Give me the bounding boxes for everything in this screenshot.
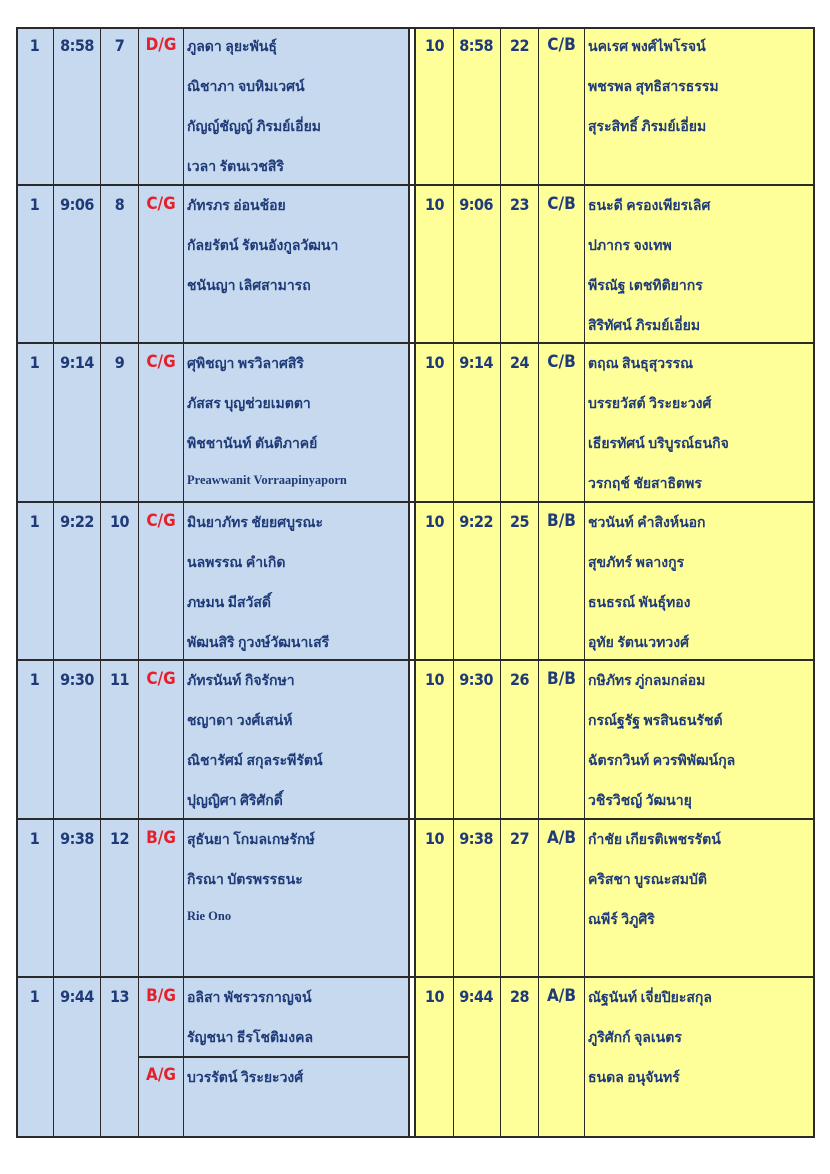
left-round-cell xyxy=(16,661,53,818)
player-name: ณิชาภา จบหิมเวศน์ xyxy=(187,80,305,95)
right-players-cell xyxy=(584,344,815,501)
right-hole-cell xyxy=(500,27,538,184)
player-name: Rie Ono xyxy=(187,909,232,923)
left-round-cell xyxy=(16,503,53,659)
left-time-cell xyxy=(53,186,100,342)
hole-number: 28 xyxy=(509,987,530,1006)
left-flight-cell xyxy=(138,27,183,184)
left-players-cell xyxy=(183,344,408,501)
right-flight-cell xyxy=(538,820,584,976)
right-flight-cell xyxy=(538,344,584,501)
right-hole-cell xyxy=(500,503,538,659)
right-time-cell xyxy=(453,661,500,818)
right-time-cell xyxy=(453,820,500,976)
left-flight-cell xyxy=(138,820,183,976)
hole-number: 7 xyxy=(114,36,125,55)
player-name: กัลยรัตน์ รัตนอังกูลวัฒนา xyxy=(187,239,339,254)
flight-code: C/G xyxy=(146,194,176,214)
round-number: 10 xyxy=(424,36,445,55)
flight-code: B/B xyxy=(547,669,576,689)
right-players-cell xyxy=(584,186,815,342)
player-name: ธนะดี ครองเพียรเลิศ xyxy=(588,199,711,214)
player-name: บรรยวัสต์ วิระยะวงศ์ xyxy=(588,397,712,412)
center-gap xyxy=(408,820,416,976)
left-flight-cell xyxy=(138,503,183,659)
right-round-cell xyxy=(416,661,453,818)
left-hole-cell xyxy=(100,186,138,342)
center-gap xyxy=(408,186,416,342)
right-time-cell xyxy=(453,186,500,342)
player-name: Preawwanit Vorraapinyaporn xyxy=(187,473,347,487)
left-hole-cell xyxy=(100,27,138,184)
round-number: 10 xyxy=(424,353,445,372)
round-number: 1 xyxy=(29,512,40,531)
left-flight-cell xyxy=(138,978,183,1138)
flight-divider xyxy=(139,1056,183,1058)
round-number: 10 xyxy=(424,987,445,1006)
left-players-cell xyxy=(183,503,408,659)
flight-code: C/B xyxy=(547,194,576,214)
player-name: วรกฤช์ ชัยสาธิตพร xyxy=(588,477,702,492)
tee-time: 9:22 xyxy=(459,512,493,531)
left-time-cell xyxy=(53,27,100,184)
player-name: กำชัย เกียรติเพชรรัตน์ xyxy=(588,833,721,848)
right-flight-cell xyxy=(538,978,584,1138)
center-gap xyxy=(408,344,416,501)
player-name: ภษมน มีสวัสดิ์ xyxy=(187,596,272,611)
left-players-cell xyxy=(183,820,408,976)
player-name: อุทัย รัตนเวทวงศ์ xyxy=(588,636,689,651)
round-number: 1 xyxy=(29,36,40,55)
right-round-cell xyxy=(416,820,453,976)
right-hole-cell xyxy=(500,186,538,342)
flight-code: B/G xyxy=(146,828,176,848)
hole-number: 12 xyxy=(109,829,130,848)
left-hole-cell xyxy=(100,344,138,501)
left-round-cell xyxy=(16,186,53,342)
right-time-cell xyxy=(453,344,500,501)
player-name: รัญชนา ธีรโชติมงคล xyxy=(187,1031,314,1046)
player-name: ภัทรนันท์ กิจรักษา xyxy=(187,674,295,689)
right-time-cell xyxy=(453,978,500,1138)
player-name: ณิชารัศม์ สกุลระพีรัตน์ xyxy=(187,754,323,769)
player-name: สุธันยา โกมลเกษรักษ์ xyxy=(187,833,315,848)
right-hole-cell xyxy=(500,978,538,1138)
player-name: อลิสา พัชรวรกาญจน์ xyxy=(187,991,312,1006)
right-hole-cell xyxy=(500,344,538,501)
player-name: ศุพิชญา พรวิลาศสิริ xyxy=(187,357,304,372)
tee-block xyxy=(16,978,815,1138)
flight-code: B/B xyxy=(547,511,576,531)
tee-time: 8:58 xyxy=(60,36,94,55)
left-hole-cell xyxy=(100,820,138,976)
round-number: 10 xyxy=(424,512,445,531)
left-time-cell xyxy=(53,978,100,1138)
hole-number: 9 xyxy=(114,353,125,372)
player-name: สุระสิทธิ์ ภิรมย์เอี่ยม xyxy=(588,120,707,135)
tee-time: 9:38 xyxy=(60,829,94,848)
tee-time-sheet xyxy=(16,27,815,1138)
player-name: ณัฐนันท์ เจี่ยปิยะสกุล xyxy=(588,991,712,1006)
player-name: ธนธรณ์ พันธุ์ทอง xyxy=(588,596,691,611)
center-gap xyxy=(408,978,416,1138)
right-flight-cell xyxy=(538,661,584,818)
round-number: 1 xyxy=(29,670,40,689)
right-players-cell xyxy=(584,978,815,1138)
center-gap xyxy=(408,27,416,184)
tee-block xyxy=(16,661,815,820)
flight-code: C/B xyxy=(547,352,576,372)
left-hole-cell xyxy=(100,978,138,1138)
tee-block xyxy=(16,344,815,503)
tee-time: 9:30 xyxy=(60,670,94,689)
round-number: 10 xyxy=(424,670,445,689)
left-time-cell xyxy=(53,661,100,818)
round-number: 10 xyxy=(424,829,445,848)
round-number: 10 xyxy=(424,195,445,214)
left-round-cell xyxy=(16,27,53,184)
flight-code: C/G xyxy=(146,511,176,531)
left-flight-cell xyxy=(138,661,183,818)
right-players-cell xyxy=(584,820,815,976)
center-gap xyxy=(408,503,416,659)
hole-number: 23 xyxy=(509,195,530,214)
right-time-cell xyxy=(453,503,500,659)
player-name: ตฤณ สินธุสุวรรณ xyxy=(588,357,694,372)
right-round-cell xyxy=(416,27,453,184)
round-number: 1 xyxy=(29,195,40,214)
hole-number: 10 xyxy=(109,512,130,531)
right-flight-cell xyxy=(538,503,584,659)
tee-time: 9:06 xyxy=(60,195,94,214)
flight-code: C/G xyxy=(146,669,176,689)
hole-number: 22 xyxy=(509,36,530,55)
left-time-cell xyxy=(53,344,100,501)
right-players-cell xyxy=(584,27,815,184)
hole-number: 27 xyxy=(509,829,530,848)
left-players-cell xyxy=(183,661,408,818)
flight-code: C/G xyxy=(146,352,176,372)
player-name: นคเรศ พงศ์ไพโรจน์ xyxy=(588,40,706,55)
player-name: สุขภัทร์ พลางกูร xyxy=(588,556,685,571)
tee-time: 9:14 xyxy=(60,353,94,372)
player-name: คริสชา บูรณะสมบัติ xyxy=(588,873,707,888)
right-players-cell xyxy=(584,661,815,818)
player-name: ชวนันท์ คำสิงห์นอก xyxy=(588,516,706,531)
tee-time: 9:14 xyxy=(459,353,493,372)
flight-code: B/G xyxy=(146,986,176,1006)
flight-code: A/B xyxy=(546,828,577,848)
tee-time: 9:30 xyxy=(459,670,493,689)
player-name: ธนดล อนุจันทร์ xyxy=(588,1071,680,1086)
tee-block xyxy=(16,186,815,344)
left-hole-cell xyxy=(100,503,138,659)
hole-number: 26 xyxy=(509,670,530,689)
hole-number: 13 xyxy=(109,987,130,1006)
tee-block xyxy=(16,820,815,978)
left-flight-cell xyxy=(138,186,183,342)
tee-time: 8:58 xyxy=(459,36,493,55)
center-gap xyxy=(408,661,416,818)
player-name: ณพีร์ วิภูศิริ xyxy=(588,913,655,928)
player-name: พชรพล สุทธิสารธรรม xyxy=(588,80,719,95)
hole-number: 8 xyxy=(114,195,125,214)
right-round-cell xyxy=(416,186,453,342)
round-number: 1 xyxy=(29,987,40,1006)
left-players-cell xyxy=(183,978,408,1138)
player-name: กัญญ์ชัญญ์ ภิรมย์เอี่ยม xyxy=(187,120,321,135)
round-number: 1 xyxy=(29,353,40,372)
player-name: กรณ์ฐรัฐ พรสินธนรัชต์ xyxy=(588,714,723,729)
player-name: ชนันญา เลิศสามารถ xyxy=(187,279,311,294)
player-name: ปุญญิศา ศิริศักดิ์ xyxy=(187,794,283,809)
hole-number: 11 xyxy=(109,670,130,689)
right-hole-cell xyxy=(500,820,538,976)
left-time-cell xyxy=(53,503,100,659)
player-name: วชิรวิชญ์ วัฒนายุ xyxy=(588,794,692,809)
player-name: กษิภัทร ภู่กลมกล่อม xyxy=(588,674,706,689)
right-flight-cell xyxy=(538,27,584,184)
player-name: นลพรรณ คำเกิด xyxy=(187,556,286,571)
player-name: ภัทรภร อ่อนช้อย xyxy=(187,199,286,214)
left-players-cell xyxy=(183,186,408,342)
left-round-cell xyxy=(16,978,53,1138)
hole-number: 24 xyxy=(509,353,530,372)
tee-time: 9:06 xyxy=(459,195,493,214)
player-name: พัฒนสิริ กูวงษ์วัฒนาเสรี xyxy=(187,636,330,651)
tee-block xyxy=(16,503,815,661)
left-flight-cell xyxy=(138,344,183,501)
right-hole-cell xyxy=(500,661,538,818)
tee-time: 9:38 xyxy=(459,829,493,848)
player-name: ภูลดา ลุยะพันธุ์ xyxy=(187,40,277,55)
left-time-cell xyxy=(53,820,100,976)
right-players-cell xyxy=(584,503,815,659)
right-flight-cell xyxy=(538,186,584,342)
right-time-cell xyxy=(453,27,500,184)
tee-time: 9:44 xyxy=(459,987,493,1006)
left-players-cell xyxy=(183,27,408,184)
flight-code: D/G xyxy=(145,35,177,55)
right-round-cell xyxy=(416,344,453,501)
right-round-cell xyxy=(416,503,453,659)
player-name: ภัสสร บุญช่วยเมตตา xyxy=(187,397,311,412)
player-name: เธียรทัศน์ บริบูรณ์ธนกิจ xyxy=(588,437,729,452)
right-round-cell xyxy=(416,978,453,1138)
player-name: ชญาดา วงศ์เสน่ห์ xyxy=(187,714,293,729)
tee-time: 9:44 xyxy=(60,987,94,1006)
round-number: 1 xyxy=(29,829,40,848)
player-name: ฉัตรกวินท์ ควรพิพัฒน์กุล xyxy=(588,754,736,769)
tee-block xyxy=(16,27,815,186)
left-round-cell xyxy=(16,344,53,501)
left-hole-cell xyxy=(100,661,138,818)
player-name: บวรรัตน์ วิระยะวงศ์ xyxy=(187,1071,304,1086)
player-name: สิริทัศน์ ภิรมย์เอี่ยม xyxy=(588,319,701,334)
hole-number: 25 xyxy=(509,512,530,531)
player-name: ปภากร จงเทพ xyxy=(588,239,672,254)
player-name: ภูริศักก์ จุลเนตร xyxy=(588,1031,682,1046)
flight-code-secondary: A/G xyxy=(146,1065,176,1085)
player-divider xyxy=(183,1056,408,1058)
player-name: เวลา รัตนเวชสิริ xyxy=(187,160,284,175)
player-name: มินยาภัทร ชัยยศบูรณะ xyxy=(187,516,324,531)
flight-code: A/B xyxy=(546,986,577,1006)
player-name: พีรณัฐ เตชทิติยากร xyxy=(588,279,703,294)
player-name: กิรณา บัตรพรรธนะ xyxy=(187,873,303,888)
left-round-cell xyxy=(16,820,53,976)
player-name: พิชชานันท์ ตันติภาคย์ xyxy=(187,437,318,452)
tee-time: 9:22 xyxy=(60,512,94,531)
flight-code: C/B xyxy=(547,35,576,55)
